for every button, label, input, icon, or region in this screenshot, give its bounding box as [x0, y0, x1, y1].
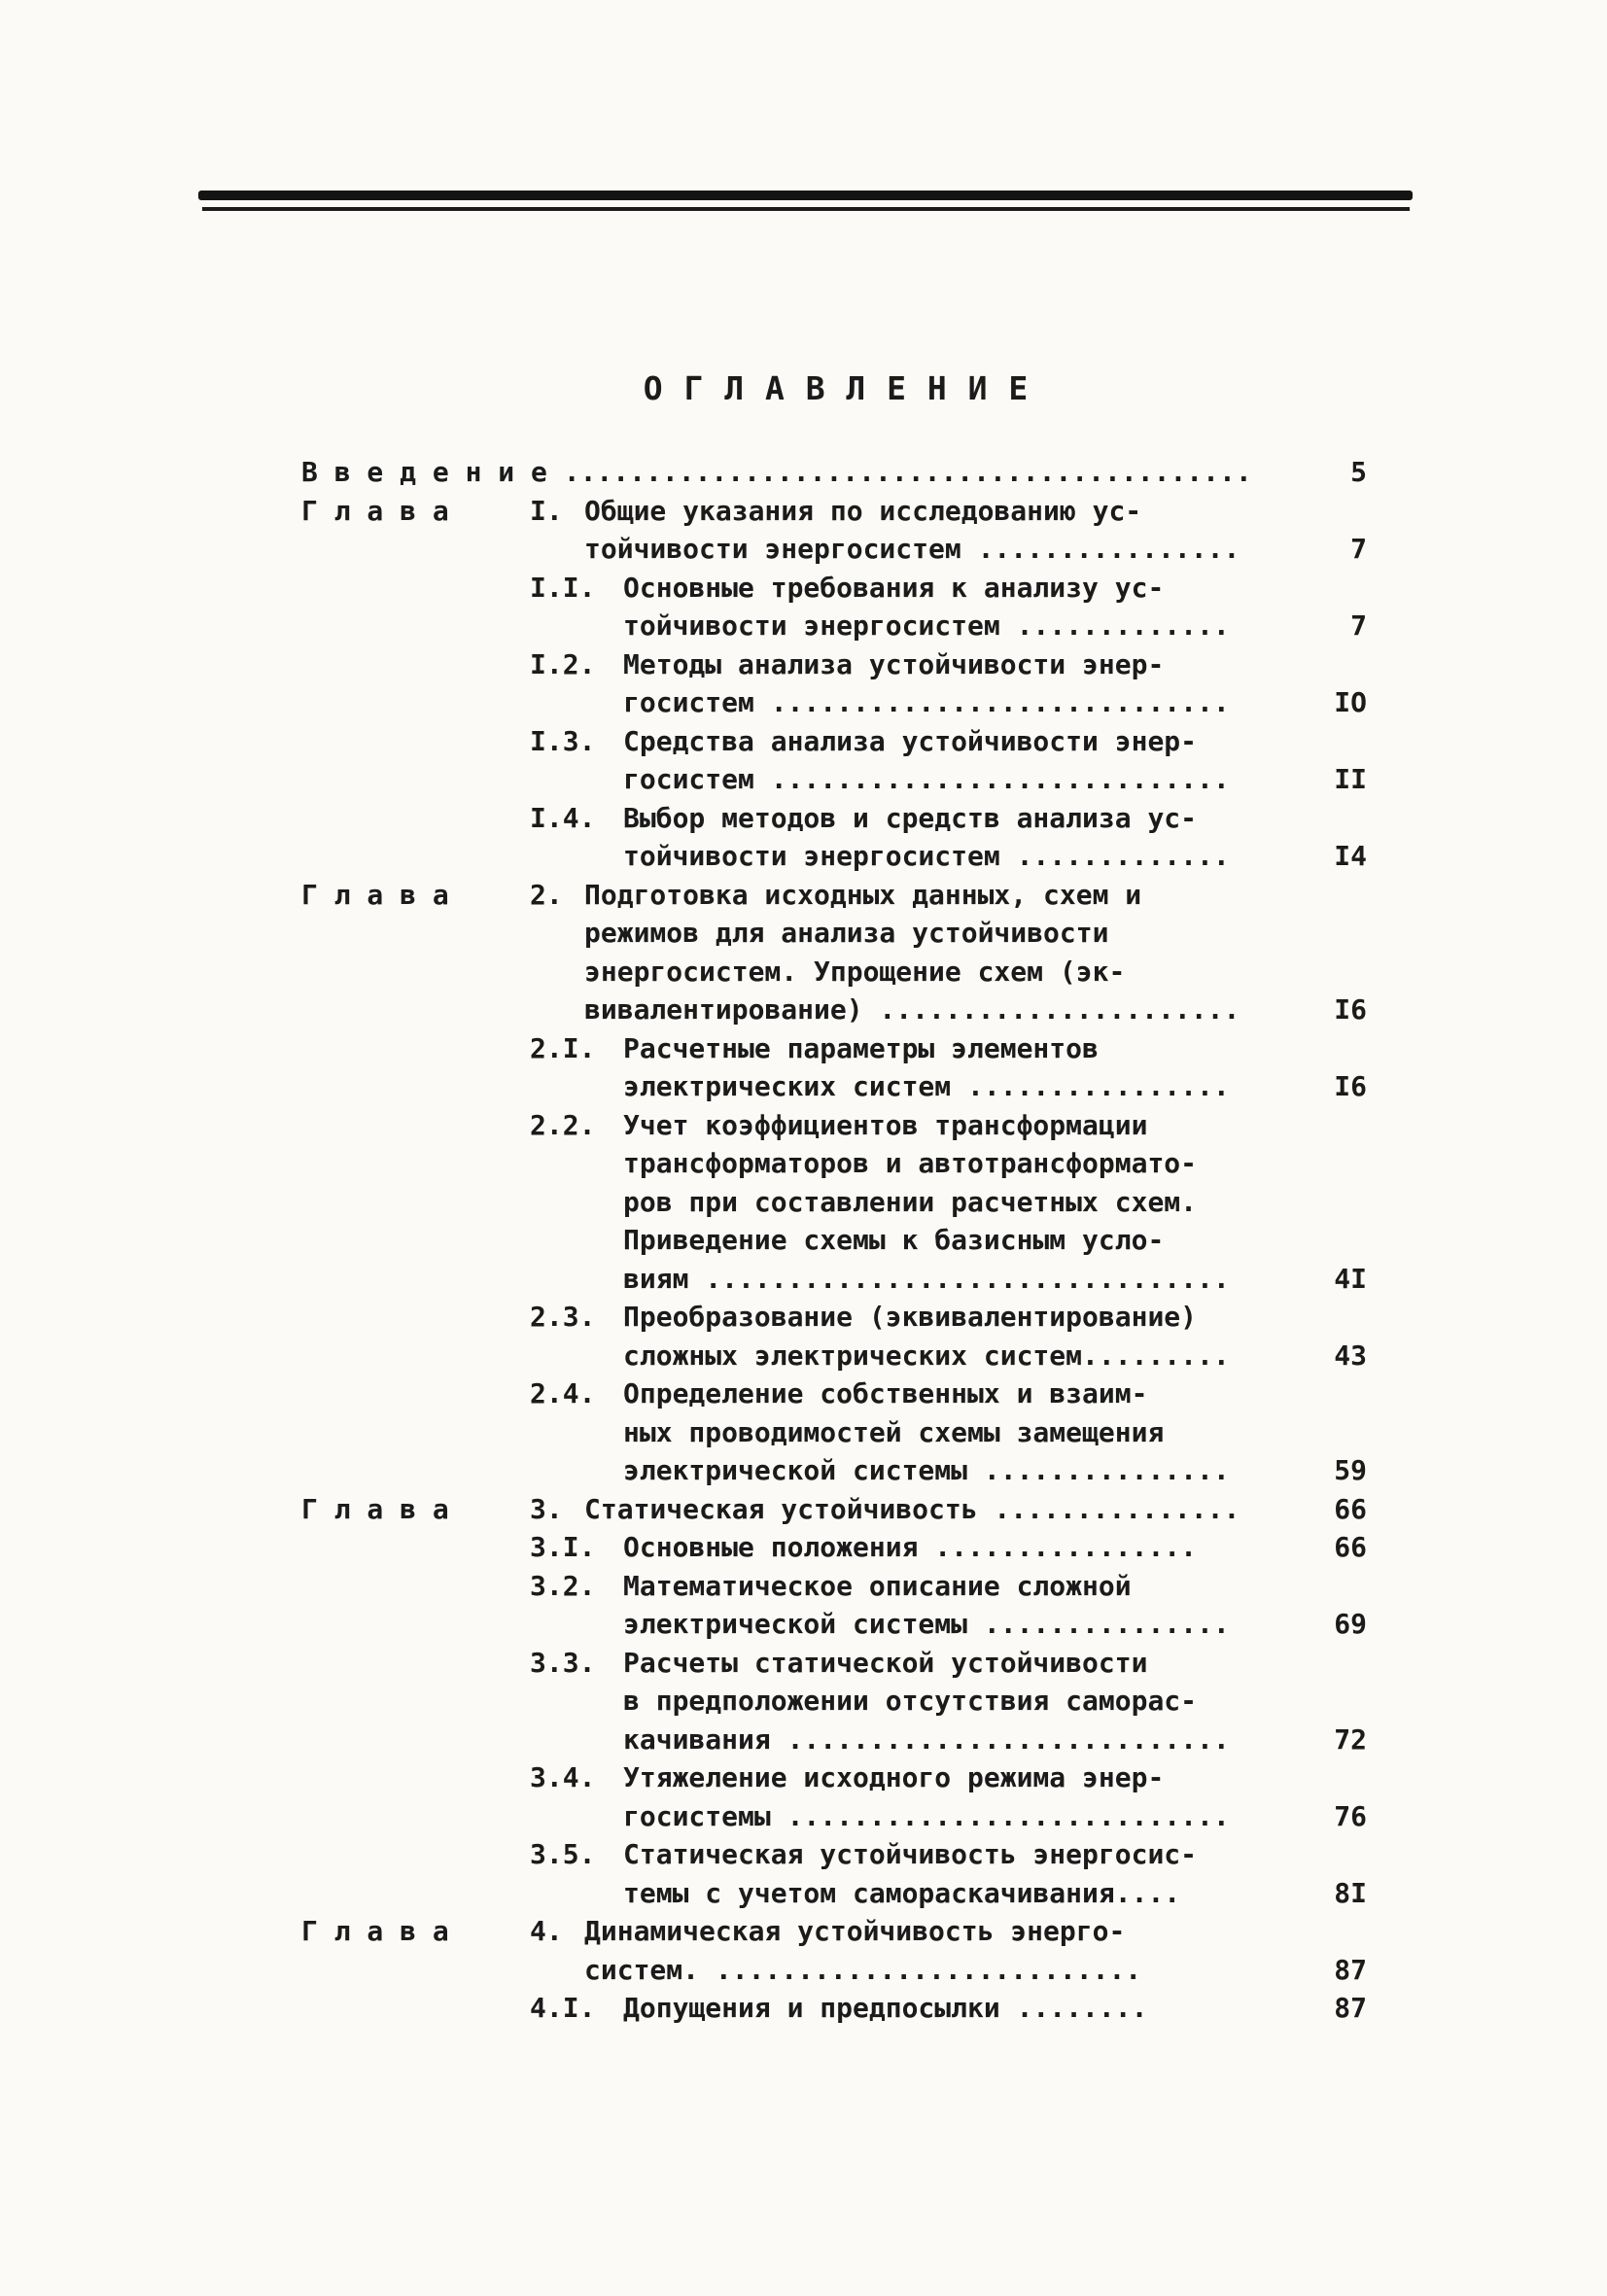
toc-entry	[301, 645, 1377, 722]
entry-text-line: Основные требования к анализу ус-	[623, 571, 1165, 604]
entry-number: 3.5.	[530, 1838, 596, 1870]
entry-text	[301, 453, 1268, 492]
entry-gutter: Г л а в а	[301, 494, 449, 527]
entry-text-line: Преобразование (эквивалентирование)	[623, 1301, 1198, 1333]
entry-page-number: 87	[1334, 1953, 1367, 1986]
entry-gutter	[301, 1644, 530, 1759]
toc-entry	[301, 453, 1377, 492]
entry-text	[623, 799, 1268, 876]
entry-text-line: Статическая устойчивость энергосис-	[623, 1838, 1198, 1870]
entry-text-line: качивания ...........................	[623, 1722, 1230, 1756]
toc-entry	[301, 1644, 1377, 1759]
entry-text-line: Расчетные параметры элементов	[623, 1031, 1099, 1064]
toc-entry	[301, 1490, 1377, 1529]
entry-number: 2.I.	[530, 1031, 596, 1064]
entry-number: I.I.	[530, 571, 596, 604]
entry-text-line: Допущения и предпосылки ........	[623, 1992, 1148, 2024]
toc-entry	[301, 1835, 1377, 1912]
entry-text	[623, 1835, 1268, 1912]
entry-gutter: Г л а в а	[301, 1915, 449, 1947]
entry-text-line: систем. ..........................	[584, 1953, 1142, 1986]
entry-number: 2.	[530, 878, 563, 911]
entry-text-line: электрической системы ...............	[623, 1454, 1230, 1486]
entry-text-line: Средства анализа устойчивости энер-	[623, 724, 1198, 757]
toc-entry	[301, 1106, 1377, 1299]
entry-text-line: Определение собственных и взаим-	[623, 1377, 1148, 1409]
entry-page-number: IO	[1334, 686, 1367, 718]
entry-number: 4.	[530, 1915, 563, 1947]
entry-page-number: 43	[1334, 1339, 1367, 1372]
entry-gutter: Г л а в а	[301, 1492, 449, 1525]
entry-page-number: 66	[1334, 1531, 1367, 1563]
entry-text-line: энергосистем. Упрощение схем (эк-	[584, 955, 1126, 988]
toc-entry	[301, 1989, 1377, 2028]
entry-text	[584, 876, 1268, 1029]
entry-text-line: госистем ............................	[623, 763, 1230, 795]
entry-page-number: 72	[1334, 1722, 1367, 1756]
entry-text	[623, 1644, 1268, 1759]
entry-number: 2.4.	[530, 1377, 596, 1409]
entry-gutter	[301, 722, 530, 799]
toc-entry	[301, 1758, 1377, 1835]
entry-text-line: ров при составлении расчетных схем.	[623, 1185, 1198, 1218]
entry-page-number: 5	[1350, 456, 1367, 488]
entry-text-line: темы с учетом самораскачивания....	[623, 1876, 1181, 1909]
entry-number: 3.2.	[530, 1569, 596, 1602]
entry-text-line: Динамическая устойчивость энерго-	[584, 1915, 1126, 1947]
entry-text-line: электрических систем ................	[623, 1070, 1230, 1102]
entry-gutter	[301, 1374, 530, 1490]
entry-number: I.	[530, 494, 563, 527]
entry-number: 2.2.	[530, 1108, 596, 1141]
entry-text	[623, 1106, 1268, 1299]
entry-page-number: 59	[1334, 1454, 1367, 1486]
entry-gutter	[301, 1528, 530, 1567]
entry-page-number: 76	[1334, 1799, 1367, 1832]
entry-gutter	[301, 1106, 530, 1299]
entry-text-line: Утяжеление исходного режима энер-	[623, 1761, 1165, 1793]
entry-text-line: Статическая устойчивость ...............	[584, 1492, 1240, 1525]
entry-text-line: Учет коэффициентов трансформации	[623, 1108, 1148, 1141]
entry-page-number: II	[1334, 763, 1367, 795]
entry-text-line: трансформаторов и автотрансформато-	[623, 1147, 1198, 1179]
toc-entry	[301, 722, 1377, 799]
entry-text-line: Общие указания по исследованию ус-	[584, 494, 1142, 527]
entry-page-number: I6	[1334, 1070, 1367, 1102]
entry-gutter: Г л а в а	[301, 878, 449, 911]
entry-text	[623, 1758, 1268, 1835]
entry-text	[623, 645, 1268, 722]
entry-text	[584, 1490, 1268, 1529]
entry-gutter	[301, 1029, 530, 1106]
entry-gutter	[301, 1989, 530, 2028]
entry-page-number: 8I	[1334, 1876, 1367, 1909]
entry-text-line: Математическое описание сложной	[623, 1569, 1132, 1602]
entry-gutter	[301, 1567, 530, 1644]
entry-text-line: вивалентирование) ......................	[584, 993, 1240, 1026]
entry-text-line: госистем ............................	[623, 686, 1230, 718]
entry-page-number: I4	[1334, 840, 1367, 872]
entry-text-line: виям ................................	[623, 1262, 1230, 1295]
entry-text	[623, 722, 1268, 799]
entry-text-line: Выбор методов и средств анализа ус-	[623, 801, 1198, 834]
toc-entry	[301, 1298, 1377, 1374]
toc-entry	[301, 569, 1377, 645]
toc-entry	[301, 876, 1377, 1029]
entry-gutter	[301, 569, 530, 645]
page-title: О Г Л А В Л Е Н И Е	[643, 369, 1030, 407]
entry-page-number: 4I	[1334, 1262, 1367, 1295]
top-rule-thin	[202, 207, 1410, 211]
entry-number: 2.3.	[530, 1301, 596, 1333]
entry-number: I.3.	[530, 724, 596, 757]
entry-text-line: тойчивости энергосистем .............	[623, 609, 1230, 642]
entry-text	[623, 569, 1268, 645]
entry-number: 3.3.	[530, 1646, 596, 1679]
toc-entry	[301, 1912, 1377, 1989]
entry-gutter	[301, 799, 530, 876]
toc-entry	[301, 1567, 1377, 1644]
entry-text-line: госистемы ...........................	[623, 1799, 1230, 1832]
entry-page-number: I6	[1334, 993, 1367, 1026]
entry-page-number: 66	[1334, 1492, 1367, 1525]
entry-page-number: 7	[1350, 609, 1367, 642]
entry-text	[623, 1029, 1268, 1106]
entry-text-line: ных проводимостей схемы замещения	[623, 1415, 1165, 1448]
toc-entry	[301, 799, 1377, 876]
entry-text	[584, 492, 1268, 569]
entry-text-line: Основные положения ................	[623, 1531, 1198, 1563]
entry-page-number: 7	[1350, 533, 1367, 565]
entry-number: I.4.	[530, 801, 596, 834]
toc-entry	[301, 492, 1377, 569]
entry-gutter	[301, 645, 530, 722]
toc-entries	[301, 453, 1377, 2028]
entry-text	[623, 1989, 1268, 2028]
entry-text-line: в предположении отсутствия саморас-	[623, 1685, 1198, 1717]
entry-number: 4.I.	[530, 1992, 596, 2024]
entry-number: 3.	[530, 1492, 563, 1525]
entry-text-line: тойчивости энергосистем ................	[584, 533, 1240, 565]
entry-text-line: Методы анализа устойчивости энер-	[623, 647, 1165, 680]
entry-gutter	[301, 1835, 530, 1912]
entry-page-number: 69	[1334, 1608, 1367, 1640]
entry-text-line: режимов для анализа устойчивости	[584, 917, 1109, 949]
entry-text-line: Приведение схемы к базисным усло-	[623, 1224, 1165, 1256]
entry-text-line: сложных электрических систем.........	[623, 1339, 1230, 1372]
toc-entry	[301, 1374, 1377, 1490]
entry-text	[623, 1298, 1268, 1374]
entry-text-line: В в е д е н и е ..........................................	[301, 456, 1252, 488]
entry-text	[623, 1567, 1268, 1644]
entry-number: 3.4.	[530, 1761, 596, 1793]
entry-text-line: Подготовка исходных данных, схем и	[584, 878, 1142, 911]
entry-text	[584, 1912, 1268, 1989]
entry-text-line: Расчеты статической устойчивости	[623, 1646, 1148, 1679]
entry-text	[623, 1374, 1268, 1490]
entry-page-number: 87	[1334, 1992, 1367, 2024]
entry-number: 3.I.	[530, 1531, 596, 1563]
entry-number: I.2.	[530, 647, 596, 680]
entry-text-line: тойчивости энергосистем .............	[623, 840, 1230, 872]
entry-text-line: электрической системы ...............	[623, 1608, 1230, 1640]
toc-entry	[301, 1029, 1377, 1106]
entry-gutter	[301, 1758, 530, 1835]
entry-gutter	[301, 1298, 530, 1374]
toc-entry	[301, 1528, 1377, 1567]
top-rule-thick	[198, 191, 1413, 200]
entry-text	[623, 1528, 1268, 1567]
